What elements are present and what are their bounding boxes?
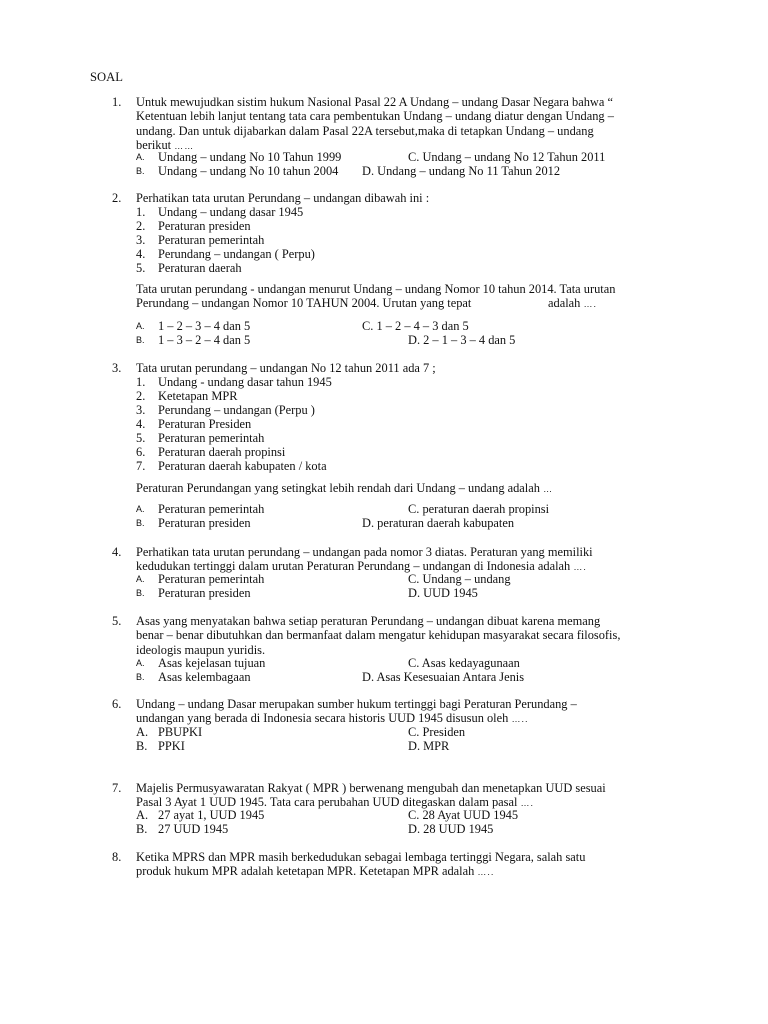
option-a: Peraturan pemerintah xyxy=(158,502,265,516)
option-d: D. Asas Kesesuaian Antara Jenis xyxy=(362,670,525,684)
option-row xyxy=(0,319,768,333)
option-c: C. Undang – undang xyxy=(408,572,511,586)
option-a: Peraturan pemerintah xyxy=(158,572,265,586)
question-text: Asas yang menyatakan bahwa setiap peraturan Perundang – undangan dibuat karena memang benar – benar dibutuhkan dan bermanfaat dalam mengatur kehidupan masyarakat secara filosofis, ideologis maupun yuridis. xyxy=(136,614,621,657)
question-number: 3. xyxy=(112,361,122,375)
option-b: PPKI xyxy=(158,739,185,753)
question-number: 7. xyxy=(112,781,122,795)
option-label: B. xyxy=(136,588,145,598)
option-label: A. xyxy=(136,152,145,162)
option-row xyxy=(0,725,768,739)
option-c: C. Presiden xyxy=(408,725,466,739)
question-number: 1. xyxy=(112,95,122,109)
list-item: 3. Peraturan pemerintah xyxy=(136,233,265,247)
question-number: 2. xyxy=(112,191,122,205)
option-a: PBUPKI xyxy=(158,725,203,739)
list-item: 2. Peraturan presiden xyxy=(136,219,251,233)
list-item: 5. Peraturan daerah xyxy=(136,261,242,275)
list-item: 4. Peraturan Presiden xyxy=(136,417,252,431)
question-text: Perhatikan tata urutan Perundang – undangan dibawah ini : xyxy=(136,191,430,205)
question-stem: Perundang – undangan Nomor 10 TAHUN 2004. Urutan yang tepat adalah …. xyxy=(136,296,597,310)
option-label: A. xyxy=(136,504,145,514)
list-item: 1. Undang – undang dasar 1945 xyxy=(136,205,304,219)
option-a: Asas kejelasan tujuan xyxy=(158,656,266,670)
option-c: C. 28 Ayat UUD 1945 xyxy=(408,808,519,822)
page-title: SOAL xyxy=(90,70,123,84)
question-number: 8. xyxy=(112,850,122,864)
list-item: 1. Undang - undang dasar tahun 1945 xyxy=(136,375,332,389)
option-b: 27 UUD 1945 xyxy=(158,822,229,836)
option-row xyxy=(0,572,768,586)
option-row xyxy=(0,586,768,600)
option-b: Peraturan presiden xyxy=(158,516,251,530)
question-text: Majelis Permusyawaratan Rakyat ( MPR ) berwenang mengubah dan menetapkan UUD sesuai Pasal 3 Ayat 1 UUD 1945. Tata cara perubahan UUD ditegaskan dalam pasal …. xyxy=(136,781,606,810)
option-d: D. peraturan daerah kabupaten xyxy=(362,516,515,530)
option-row xyxy=(0,502,768,516)
option-d: D. 2 – 1 – 3 – 4 dan 5 xyxy=(408,333,516,347)
option-d: D. Undang – undang No 11 Tahun 2012 xyxy=(362,164,561,178)
option-row xyxy=(0,516,768,530)
option-c: C. Asas kedayagunaan xyxy=(408,656,520,670)
list-item: 2. Ketetapan MPR xyxy=(136,389,238,403)
option-row xyxy=(0,739,768,753)
list-item: 3. Perundang – undangan (Perpu ) xyxy=(136,403,315,417)
question-number: 4. xyxy=(112,545,122,559)
option-row xyxy=(0,164,768,178)
question-text: Perhatikan tata urutan perundang – undangan pada nomor 3 diatas. Peraturan yang memiliki kedudukan tertinggi dalam urutan Peraturan Perundang – undangan di Indonesia adalah …. xyxy=(136,545,593,574)
option-b: Peraturan presiden xyxy=(158,586,251,600)
question-text: Untuk mewujudkan sistim hukum Nasional Pasal 22 A Undang – undang Dasar Negara bahwa “ Ketentuan lebih lanjut tentang tata cara pembentukan Undang – undang diatur dengan Undang – undang. Dan untuk dijabarkan dalam Pasal 22A tersebut,maka di tetapkan Undang – undang berikut …… xyxy=(136,95,614,153)
option-b: Undang – undang No 10 tahun 2004 xyxy=(158,164,339,178)
option-a: 27 ayat 1, UUD 1945 xyxy=(158,808,265,822)
list-item: 7. Peraturan daerah kabupaten / kota xyxy=(136,459,327,473)
option-row xyxy=(0,656,768,670)
question-text: Undang – undang Dasar merupakan sumber hukum tertinggi bagi Peraturan Perundang – undangan yang berada di Indonesia secara historis UUD 1945 disusun oleh ….. xyxy=(136,697,577,726)
option-row xyxy=(0,670,768,684)
option-d: D. MPR xyxy=(408,739,450,753)
option-label: B. xyxy=(136,822,148,836)
option-d: D. UUD 1945 xyxy=(408,586,478,600)
option-label: B. xyxy=(136,335,145,345)
question-number: 5. xyxy=(112,614,122,628)
option-a: Undang – undang No 10 Tahun 1999 xyxy=(158,150,342,164)
list-item: 4. Perundang – undangan ( Perpu) xyxy=(136,247,315,261)
option-row xyxy=(0,150,768,164)
option-row xyxy=(0,808,768,822)
question-stem: Tata urutan perundang - undangan menurut Undang – undang Nomor 10 tahun 2014. Tata urutan xyxy=(136,282,616,296)
option-row xyxy=(0,822,768,836)
option-c: C. 1 – 2 – 4 – 3 dan 5 xyxy=(362,319,469,333)
list-item: 6. Peraturan daerah propinsi xyxy=(136,445,286,459)
option-label: A. xyxy=(136,658,145,668)
option-label: B. xyxy=(136,672,145,682)
option-label: A. xyxy=(136,725,149,739)
option-label: A. xyxy=(136,808,149,822)
option-label: B. xyxy=(136,166,145,176)
option-a: 1 – 2 – 3 – 4 dan 5 xyxy=(158,319,251,333)
option-c: C. peraturan daerah propinsi xyxy=(408,502,550,516)
question-text: Ketika MPRS dan MPR masih berkedudukan sebagai lembaga tertinggi Negara, salah satu produk hukum MPR adalah ketetapan MPR. Ketetapan MPR adalah ….. xyxy=(136,850,586,879)
question-stem: Peraturan Perundangan yang setingkat lebih rendah dari Undang – undang adalah … xyxy=(136,481,554,495)
option-label: B. xyxy=(136,518,145,528)
question-number: 6. xyxy=(112,697,122,711)
option-label: B. xyxy=(136,739,148,753)
option-d: D. 28 UUD 1945 xyxy=(408,822,494,836)
list-item: 5. Peraturan pemerintah xyxy=(136,431,265,445)
option-label: A. xyxy=(136,574,145,584)
option-row xyxy=(0,333,768,347)
option-c: C. Undang – undang No 12 Tahun 2011 xyxy=(408,150,606,164)
option-label: A. xyxy=(136,321,145,331)
option-b: 1 – 3 – 2 – 4 dan 5 xyxy=(158,333,251,347)
option-b: Asas kelembagaan xyxy=(158,670,251,684)
question-text: Tata urutan perundang – undangan No 12 tahun 2011 ada 7 ; xyxy=(136,361,436,375)
